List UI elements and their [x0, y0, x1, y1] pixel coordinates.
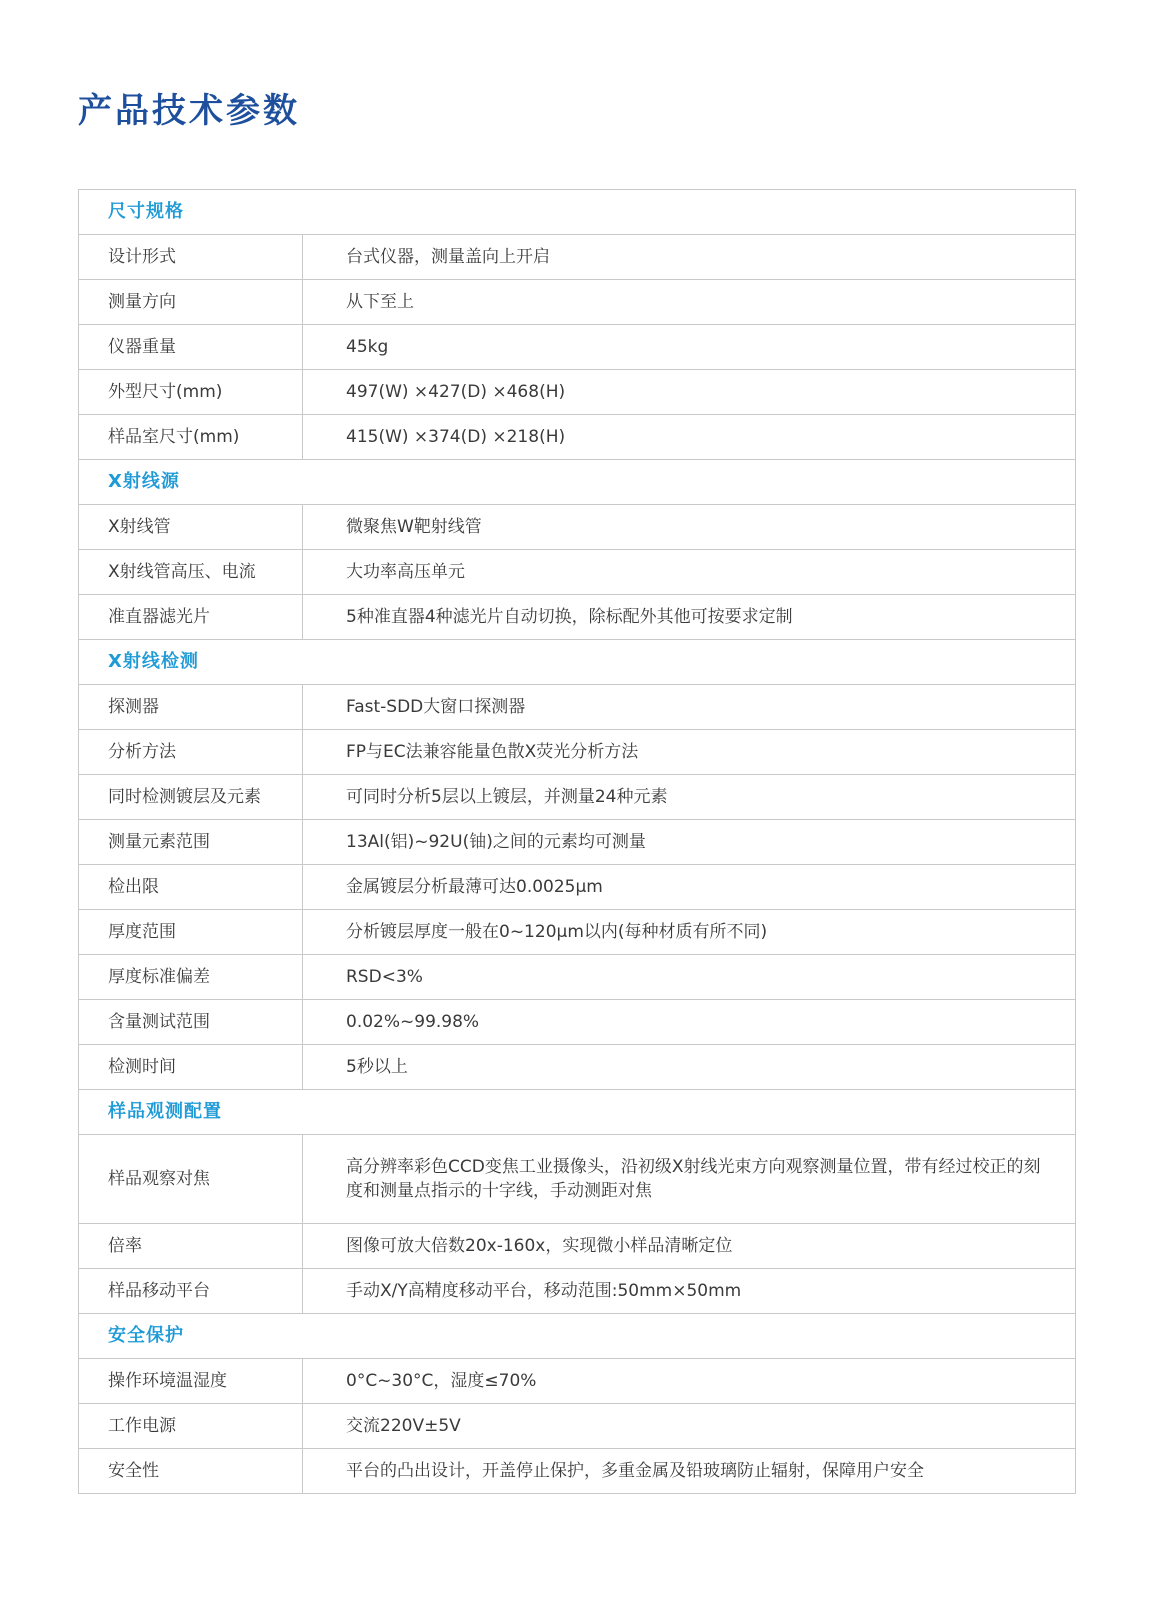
section-heading: X射线源 [79, 460, 1076, 505]
spec-value: 图像可放大倍数20x-160x，实现微小样品清晰定位 [303, 1224, 1076, 1269]
spec-value: RSD<3% [303, 955, 1076, 1000]
spec-label: 样品移动平台 [79, 1269, 303, 1314]
spec-label: 含量测试范围 [79, 1000, 303, 1045]
spec-row [79, 685, 1076, 730]
spec-row [79, 1135, 1076, 1224]
spec-row [79, 550, 1076, 595]
spec-row [79, 505, 1076, 550]
spec-row [79, 1269, 1076, 1314]
spec-row [79, 730, 1076, 775]
spec-row [79, 955, 1076, 1000]
spec-row [79, 235, 1076, 280]
section-heading: 安全保护 [79, 1314, 1076, 1359]
spec-value: 497(W) ×427(D) ×468(H) [303, 370, 1076, 415]
section-heading: X射线检测 [79, 640, 1076, 685]
spec-value: 平台的凸出设计，开盖停止保护，多重金属及铅玻璃防止辐射，保障用户安全 [303, 1449, 1076, 1494]
spec-value: 5秒以上 [303, 1045, 1076, 1090]
spec-value: 0.02%~99.98% [303, 1000, 1076, 1045]
section-header-xray-detection [79, 640, 1076, 685]
spec-row [79, 325, 1076, 370]
spec-label: 厚度标准偏差 [79, 955, 303, 1000]
spec-value: 从下至上 [303, 280, 1076, 325]
section-header-safety [79, 1314, 1076, 1359]
spec-label: X射线管 [79, 505, 303, 550]
spec-row [79, 1000, 1076, 1045]
spec-label: 倍率 [79, 1224, 303, 1269]
spec-row [79, 415, 1076, 460]
spec-label: 工作电源 [79, 1404, 303, 1449]
spec-label: 探测器 [79, 685, 303, 730]
spec-label: 检测时间 [79, 1045, 303, 1090]
spec-value: FP与EC法兼容能量色散X荧光分析方法 [303, 730, 1076, 775]
spec-value: 分析镀层厚度一般在0~120μm以内(每种材质有所不同) [303, 910, 1076, 955]
spec-value: 415(W) ×374(D) ×218(H) [303, 415, 1076, 460]
spec-label: 样品室尺寸(mm) [79, 415, 303, 460]
spec-row [79, 820, 1076, 865]
spec-label: 测量元素范围 [79, 820, 303, 865]
spec-label: 外型尺寸(mm) [79, 370, 303, 415]
spec-row [79, 865, 1076, 910]
spec-value: 台式仪器，测量盖向上开启 [303, 235, 1076, 280]
spec-value: Fast-SDD大窗口探测器 [303, 685, 1076, 730]
spec-value: 13Al(铝)~92U(铀)之间的元素均可测量 [303, 820, 1076, 865]
spec-label: 准直器滤光片 [79, 595, 303, 640]
spec-value: 交流220V±5V [303, 1404, 1076, 1449]
section-header-xray-source [79, 460, 1076, 505]
page-title: 产品技术参数 [78, 91, 300, 131]
spec-row [79, 775, 1076, 820]
section-heading: 尺寸规格 [79, 190, 1076, 235]
spec-row [79, 910, 1076, 955]
spec-table [78, 189, 1076, 1494]
spec-row [79, 1359, 1076, 1404]
spec-label: 测量方向 [79, 280, 303, 325]
spec-label: 检出限 [79, 865, 303, 910]
spec-row [79, 1224, 1076, 1269]
spec-value: 微聚焦W靶射线管 [303, 505, 1076, 550]
spec-value: 大功率高压单元 [303, 550, 1076, 595]
spec-value: 5种准直器4种滤光片自动切换，除标配外其他可按要求定制 [303, 595, 1076, 640]
spec-label: 仪器重量 [79, 325, 303, 370]
spec-label: 同时检测镀层及元素 [79, 775, 303, 820]
section-heading: 样品观测配置 [79, 1090, 1076, 1135]
spec-value: 高分辨率彩色CCD变焦工业摄像头，沿初级X射线光束方向观察测量位置，带有经过校正的刻度和测量点指示的十字线，手动测距对焦 [303, 1135, 1076, 1224]
spec-row [79, 1449, 1076, 1494]
spec-value: 手动X/Y高精度移动平台，移动范围:50mm×50mm [303, 1269, 1076, 1314]
spec-row [79, 595, 1076, 640]
spec-row [79, 370, 1076, 415]
spec-label: X射线管高压、电流 [79, 550, 303, 595]
spec-label: 样品观察对焦 [79, 1135, 303, 1224]
spec-value: 0°C~30°C，湿度≤70% [303, 1359, 1076, 1404]
spec-row [79, 1045, 1076, 1090]
spec-value: 45kg [303, 325, 1076, 370]
spec-label: 安全性 [79, 1449, 303, 1494]
spec-value: 可同时分析5层以上镀层，并测量24种元素 [303, 775, 1076, 820]
spec-row [79, 280, 1076, 325]
section-header-observation [79, 1090, 1076, 1135]
spec-row [79, 1404, 1076, 1449]
spec-label: 厚度范围 [79, 910, 303, 955]
spec-label: 设计形式 [79, 235, 303, 280]
spec-value: 金属镀层分析最薄可达0.0025μm [303, 865, 1076, 910]
spec-label: 操作环境温湿度 [79, 1359, 303, 1404]
section-header-size [79, 190, 1076, 235]
spec-label: 分析方法 [79, 730, 303, 775]
